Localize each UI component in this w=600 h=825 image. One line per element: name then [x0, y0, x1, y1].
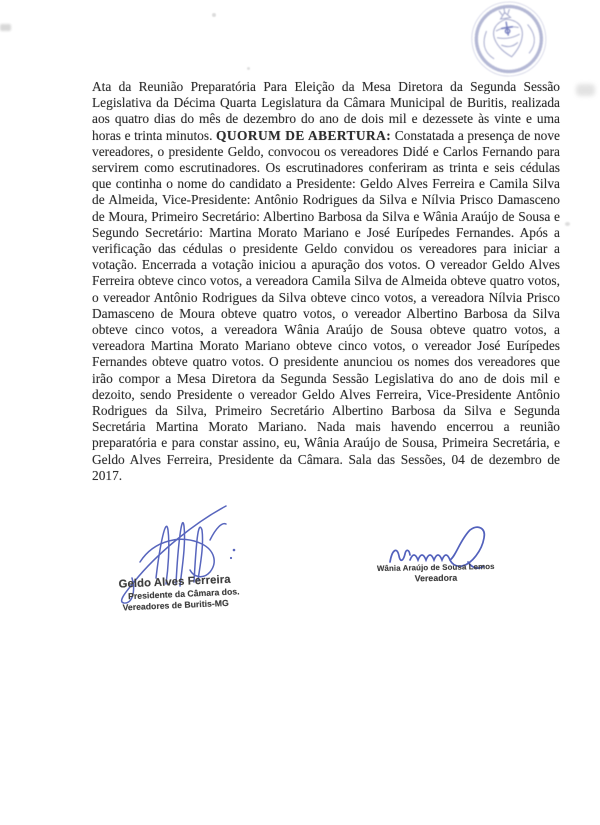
- signature-block-councilwoman: [377, 562, 495, 584]
- scan-smudge: [0, 24, 11, 31]
- quorum-heading: QUORUM DE ABERTURA:: [216, 127, 392, 143]
- scan-smudge: [565, 222, 570, 226]
- scan-smudge: [576, 84, 595, 96]
- councilwoman-role-line-1: Vereadora: [414, 572, 458, 584]
- minutes-paragraph: [92, 79, 560, 484]
- signature-block-president: [118, 573, 240, 612]
- scan-smudge: [212, 13, 216, 17]
- councilwoman-printed-name: Wânia Araújo de Sousa Lemos: [376, 561, 495, 574]
- seal-center-figure: [501, 21, 514, 36]
- paragraph-opening: Ata da Reunião Preparatória Para Eleição da Mesa Diretora da Segunda Sessão Legislativa da Décima Quarta Legislatura da Câmara Municipal de Buritis, realizada aos quatro dias do mês de dezembro do ano de dois mil e dezessete às vinte e uma horas e trinta minutos.: [92, 79, 560, 143]
- notary-seal-stamp: [444, 0, 574, 91]
- scan-smudge: [247, 67, 250, 70]
- president-role-line-1: Presidente da Câmara dos.: [127, 586, 240, 602]
- president-printed-name: Geldo Alves Ferreira: [118, 573, 231, 591]
- paragraph-rest: Constatada a presença de nove vereadores, o presidente Geldo, convocou os vereadores Didé e Carlos Fernando para servirem como escrutinadores. Os escrutinadores conferiram as trinta e seis cédulas que continha o nome do candidato a Presidente: Geldo Alves Ferreira e Camila Silva de Almeida, Vice-Presidente: Antônio Rodrigues da Silva e Nílvia Prisco Damasceno de Moura, Primeiro Secretário: Albertino Barbosa da Silva e Wânia Araújo de Sousa e Segundo Secretário: Martina Morato Mariano e José Eurípedes Fernandes. Após a verificação das cédulas o presidente Geldo convidou os vereadores para iniciar a votação. Encerrada a votação iniciou a apuração dos votos. O vereador Geldo Alves Ferreira obteve cinco votos, a vereadora Camila Silva de Almeida obteve quatro votos, o vereador Antônio Rodrigues da Silva obteve cinco votos, a vereadora Nílvia Prisco Damasceno de Moura obteve quatro votos, o vereador Albertino Barbosa da Silva obteve cinco votos, a vereadora Wânia Araújo de Sousa obteve quatro votos, a vereadora Martina Morato Mariano obteve cinco votos, o vereador José Eurípedes Fernandes obteve quatro votos. O presidente anunciou os nomes dos vereadores que irão compor a Mesa Diretora da Segunda Sessão Legislativa do ano de dois mil e dezoito, sendo Presidente o vereador Geldo Alves Ferreira, Vice-Presidente Antônio Rodrigues da Silva, Primeiro Secretário Albertino Barbosa da Silva e Segunda Secretária Martina Morato Mariano. Nada mais havendo encerrou a reunião preparatória e para constar assino, eu, Wânia Araújo de Sousa, Primeira Secretária, e Geldo Alves Ferreira, Presidente da Câmara. Sala das Sessões, 04 de dezembro de 2017.: [92, 127, 560, 483]
- president-role-line-2: Vereadores de Buritis-MG: [122, 597, 229, 613]
